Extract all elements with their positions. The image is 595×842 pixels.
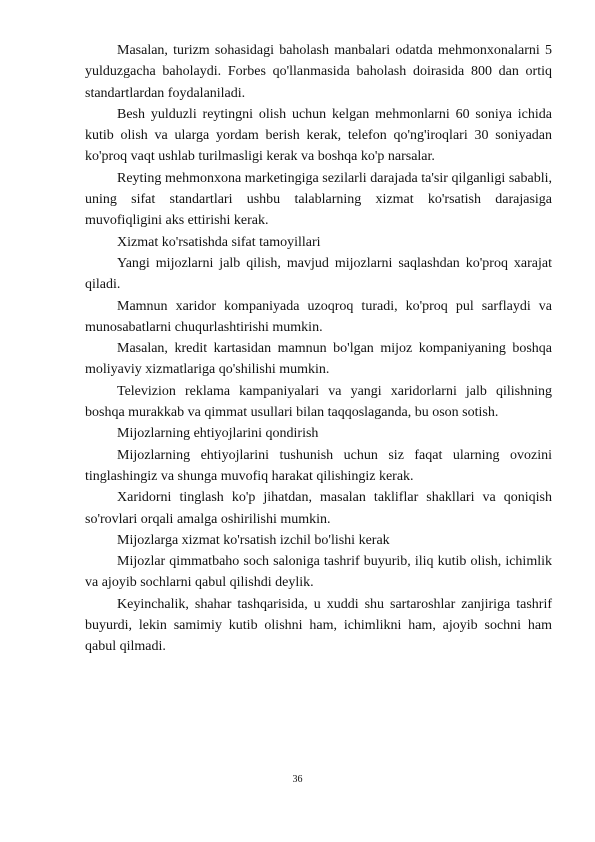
paragraph: Mijozlar qimmatbaho soch saloniga tashrif buyurib, iliq kutib olish, ichimlik va ajoyib sochlarni qabul qilishdi deylik.	[85, 554, 552, 591]
paragraph: Masalan, turizm sohasidagi baholash manbalari odatda mehmonxonalarni 5 yulduzgacha baholaydi. Forbes qo'llanmasida baholash doirasida 800 dan ortiq standartlardan foydalaniladi.	[85, 43, 552, 101]
page-number: 36	[292, 774, 303, 785]
section-heading: Xizmat ko'rsatishda sifat tamoyillari	[117, 234, 321, 250]
paragraph: Xaridorni tinglash ko'p jihatdan, masalan takliflar shakllari va qoniqish so'rovlari orqali amalga oshirilishi mumkin.	[85, 490, 552, 527]
paragraph: Televizion reklama kampaniyalari va yangi xaridorlarni jalb qilishning boshqa murakkab va qimmat usullari bilan taqqoslaganda, bu oson sotish.	[85, 383, 552, 421]
paragraph: Besh yulduzli reytingni olish uchun kelgan mehmonlarni 60 soniya ichida kutib olish va ularga yordam berish kerak, telefon qo'ng'iroqlari 30 soniyadan ko'proq vaqt ushlab turilmasligi kerak va boshqa ko'p narsalar.	[85, 106, 552, 165]
paragraph: Reyting mehmonxona marketingiga sezilarli darajada ta'sir qilganligi sababli, uning sifat standartlari ushbu talablarning xizmat ko'rsatish darajasiga muvofiqligini aks ettirishi kerak.	[85, 170, 552, 229]
section-heading: Mijozlarning ehtiyojlarini qondirish	[117, 426, 319, 442]
paragraph: Yangi mijozlarni jalb qilish, mavjud mijozlarni saqlashdan ko'proq xarajat qiladi.	[85, 255, 552, 293]
paragraph: Mamnun xaridor kompaniyada uzoqroq turadi, ko'proq pul sarflaydi va munosabatlarni chuqurlashtirishi mumkin.	[85, 298, 552, 335]
paragraph: Keyinchalik, shahar tashqarisida, u xuddi shu sartaroshlar zanjiriga tashrif buyurdi, lekin samimiy kutib olishni ham, ichimlikni ham, ajoyib sochni ham qabul qilmadi.	[85, 596, 552, 655]
paragraph: Masalan, kredit kartasidan mamnun bo'lgan mijoz kompaniyaning boshqa moliyaviy xizmatlariga qo'shilishi mumkin.	[85, 341, 552, 378]
section-heading: Mijozlarga xizmat ko'rsatish izchil bo'lishi kerak	[117, 532, 390, 548]
document-body	[85, 40, 552, 658]
paragraph: Mijozlarning ehtiyojlarini tushunish uchun siz faqat ularning ovozini tinglashingiz va shunga muvofiq harakat qilishingiz kerak.	[85, 447, 552, 484]
